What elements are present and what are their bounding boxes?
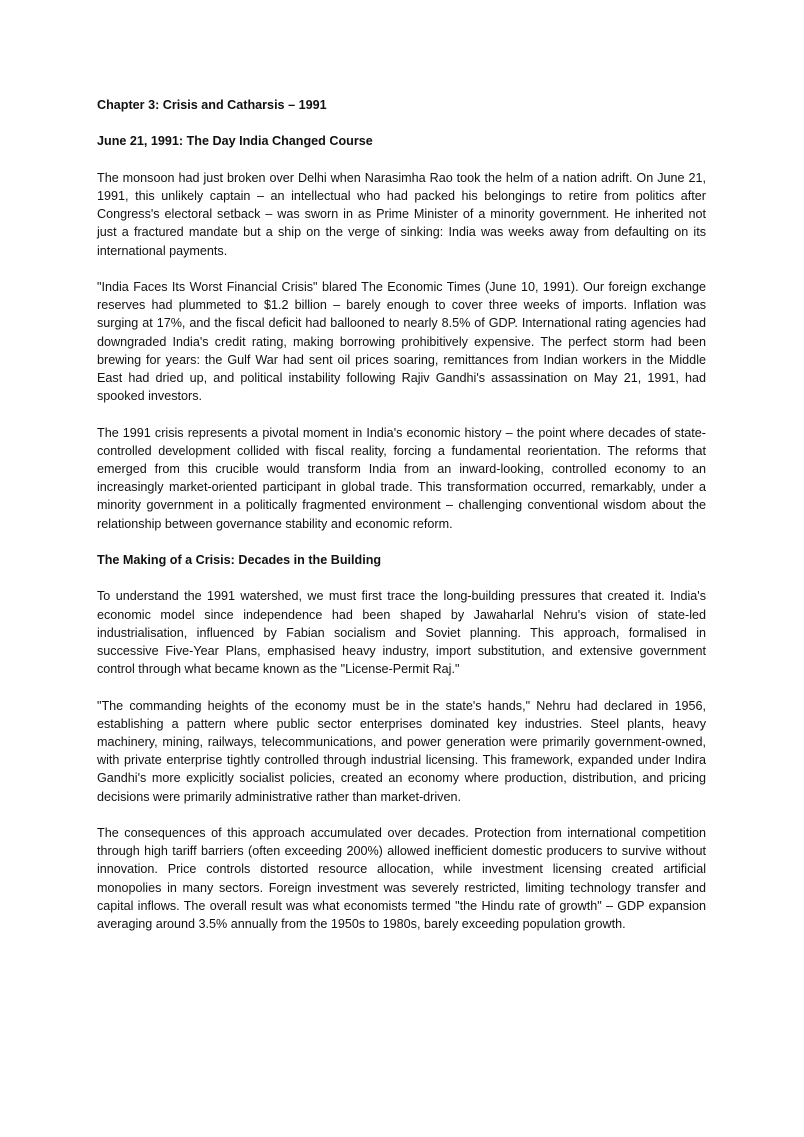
paragraph-1: The monsoon had just broken over Delhi when Narasimha Rao took the helm of a nation adrift. On June 21, 1991, this unlikely captain – an intellectual who had packed his belongings to retire from politics after Congress's electoral setback – was sworn in as Prime Minister of a minority government. He inherited not just a fractured mandate but a ship on the verge of sinking: India was weeks away from defaulting on its international payments. [97,170,706,258]
section-title-june-21: June 21, 1991: The Day India Changed Course [97,134,373,149]
document-page [97,96,706,951]
chapter-title: Chapter 3: Crisis and Catharsis – 1991 [97,98,327,112]
paragraph-2: "India Faces Its Worst Financial Crisis" blared The Economic Times (June 10, 1991). Our foreign exchange reserves had plummeted to $1.2 billion – barely enough to cover three weeks of imports. Inflation was surging at 17%, and the fiscal deficit had ballooned to nearly 8.5% of GDP. International rating agencies had downgraded India's credit rating, making borrowing prohibitively expensive. The perfect storm had been brewing for years: the Gulf War had sent oil prices soaring, remittances from Indian workers in the Middle East had dried up, and political instability following Rajiv Gandhi's assassination on May 21, 1991, had spooked investors. [97,279,706,404]
paragraph-5: "The commanding heights of the economy must be in the state's hands," Nehru had declared in 1956, establishing a pattern where public sector enterprises dominated key industries. Steel plants, heavy machinery, mining, railways, telecommunications, and power generation were primarily government-owned, with private enterprise tightly controlled through industrial licensing. This framework, expanded under Indira Gandhi's more explicitly socialist policies, created an economy where production, distribution, and pricing decisions were primarily administrative rather than market-driven. [97,698,706,804]
paragraph-3: The 1991 crisis represents a pivotal moment in India's economic history – the point where decades of state-controlled development collided with fiscal reality, forcing a fundamental reorientation. The reforms that emerged from this crucible would transform India from an inward-looking, controlled economy to an increasingly market-oriented participant in global trade. This transformation occurred, remarkably, under a minority government in a politically fragmented environment – challenging conventional wisdom about the relationship between governance stability and economic reform. [97,425,706,531]
section-title-making-of-crisis: The Making of a Crisis: Decades in the Building [97,553,382,567]
paragraph-4: To understand the 1991 watershed, we must first trace the long-building pressures that created it. India's economic model since independence had been shaped by Jawaharlal Nehru's vision of state-led industrialisation, influenced by Fabian socialism and Soviet planning. This approach, formalised in successive Five-Year Plans, emphasised heavy industry, import substitution, and extensive government control through what became known as the "License-Permit Raj." [97,589,706,677]
paragraph-6: The consequences of this approach accumulated over decades. Protection from international competition through high tariff barriers (often exceeding 200%) allowed inefficient domestic producers to survive without innovation. Price controls distorted resource allocation, while investment licensing created artificial monopolies in many sectors. Foreign investment was severely restricted, limiting technology transfer and capital inflows. The overall result was what economists termed "the Hindu rate of growth" – GDP expansion averaging around 3.5% annually from the 1950s to 1980s, barely exceeding population growth. [97,826,706,932]
